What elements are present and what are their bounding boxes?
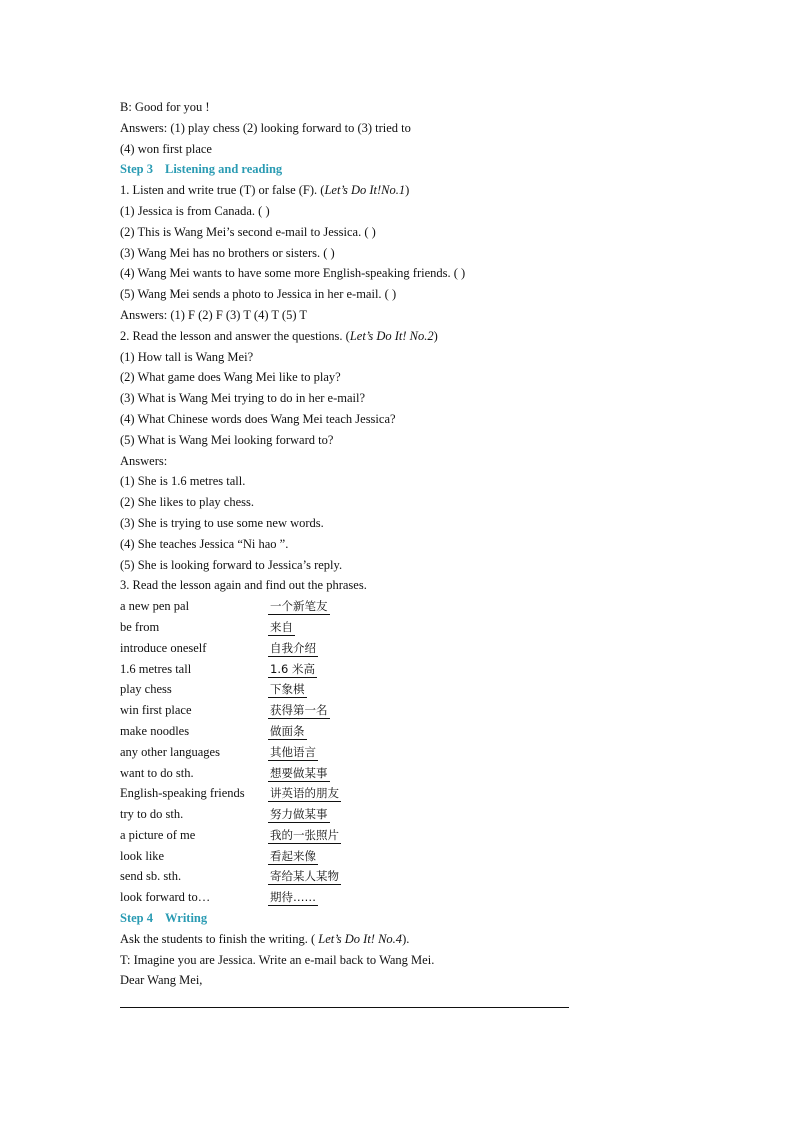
phrase-row: [120, 638, 680, 659]
step3-number: Step 3: [120, 162, 153, 177]
q1-suffix: ): [405, 183, 410, 198]
answers-line: Answers: (1) play chess (2) looking forward to (3) tried to: [120, 120, 411, 135]
phrase-english: introduce oneself: [120, 640, 207, 655]
phrase-row: [120, 846, 680, 867]
step4-title: Writing: [165, 911, 208, 926]
phrase-row: [120, 721, 680, 742]
document-body: [120, 97, 680, 991]
q2-answer: (3) She is trying to use some new words.: [120, 515, 324, 530]
step4-number: Step 4: [120, 911, 153, 926]
step4-heading: [120, 908, 680, 929]
phrase-chinese: 期待……: [270, 890, 316, 905]
phrase-english: play chess: [120, 682, 172, 697]
phrase-chinese: 想要做某事: [270, 765, 328, 780]
writing-prefix: Ask the students to finish the writing. (: [120, 931, 319, 946]
phrase-chinese: 获得第一名: [270, 703, 328, 718]
phrase-chinese: 讲英语的朋友: [270, 786, 339, 801]
phrase-english: a new pen pal: [120, 599, 190, 614]
q1-item: (1) Jessica is from Canada. ( ): [120, 203, 270, 218]
phrase-row: [120, 617, 680, 638]
q1-answers: Answers: (1) F (2) F (3) T (4) T (5) T: [120, 307, 308, 322]
phrase-row: [120, 783, 680, 804]
phrase-english: look forward to…: [120, 890, 211, 905]
phrase-row: [120, 763, 680, 784]
writing-instruction: [120, 929, 680, 950]
phrase-english: look like: [120, 848, 165, 863]
phrase-chinese: 寄给某人某物: [270, 869, 339, 884]
phrase-row: [120, 804, 680, 825]
q2-answer: (2) She likes to play chess.: [120, 495, 255, 510]
phrase-chinese: 努力做某事: [270, 807, 328, 822]
phrase-english: be from: [120, 619, 160, 634]
phrase-chinese: 1.6 米高: [270, 661, 315, 676]
q2-answers-label: Answers:: [120, 453, 168, 468]
phrase-chinese: 一个新笔友: [270, 599, 328, 614]
writing-answer-line: [120, 1007, 569, 1008]
phrase-row: [120, 659, 680, 680]
step3-heading: [120, 159, 680, 180]
phrase-row: [120, 700, 680, 721]
phrase-english: win first place: [120, 703, 192, 718]
writing-ref: Let’s Do It! No.4: [318, 931, 403, 946]
phrase-english: send sb. sth.: [120, 869, 182, 884]
phrase-row: [120, 825, 680, 846]
q2-question: (4) What Chinese words does Wang Mei teach Jessica?: [120, 411, 396, 426]
phrase-chinese: 来自: [270, 619, 293, 634]
phrase-chinese: 自我介绍: [270, 640, 316, 655]
q2-suffix: ): [433, 328, 438, 343]
answers-line-cont: (4) won first place: [120, 141, 212, 156]
phrase-chinese: 其他语言: [270, 744, 316, 759]
q1-item: (3) Wang Mei has no brothers or sisters. ( ): [120, 245, 335, 260]
phrase-chinese: 我的一张照片: [270, 827, 339, 842]
q2-question: (1) How tall is Wang Mei?: [120, 349, 254, 364]
q3-heading: 3. Read the lesson again and find out the phrases.: [120, 578, 367, 593]
step3-title: Listening and reading: [165, 162, 283, 177]
letter-salutation: Dear Wang Mei,: [120, 973, 203, 988]
phrase-row: [120, 679, 680, 700]
phrase-english: want to do sth.: [120, 765, 194, 780]
phrase-english: a picture of me: [120, 827, 196, 842]
phrase-row: [120, 887, 680, 908]
phrase-chinese: 做面条: [270, 723, 305, 738]
q2-answer: (4) She teaches Jessica “Ni hao ”.: [120, 536, 289, 551]
q1-heading: [120, 180, 680, 201]
phrase-row: [120, 742, 680, 763]
phrase-english: any other languages: [120, 744, 220, 759]
phrase-english: 1.6 metres tall: [120, 661, 192, 676]
q2-prefix: 2. Read the lesson and answer the questions. (: [120, 328, 350, 343]
dialogue-line: B: Good for you !: [120, 100, 210, 114]
phrase-english: try to do sth.: [120, 807, 184, 822]
q1-item: (5) Wang Mei sends a photo to Jessica in her e-mail. ( ): [120, 287, 397, 302]
phrase-english: English-speaking friends: [120, 786, 245, 801]
q2-answer: (1) She is 1.6 metres tall.: [120, 474, 246, 489]
q2-heading: [120, 326, 680, 347]
q2-question: (2) What game does Wang Mei like to play?: [120, 370, 341, 385]
q2-question: (3) What is Wang Mei trying to do in her e-mail?: [120, 391, 366, 406]
writing-suffix: ).: [402, 931, 410, 946]
writing-prompt: T: Imagine you are Jessica. Write an e-mail back to Wang Mei.: [120, 952, 435, 967]
q1-ref: Let’s Do It!No.1: [324, 183, 406, 198]
phrase-chinese: 看起来像: [270, 848, 316, 863]
q2-answer: (5) She is looking forward to Jessica’s reply.: [120, 557, 343, 572]
q1-prefix: 1. Listen and write true (T) or false (F). (: [120, 183, 325, 198]
q1-item: (2) This is Wang Mei’s second e-mail to Jessica. ( ): [120, 224, 376, 239]
phrase-row: [120, 596, 680, 617]
phrase-chinese: 下象棋: [270, 682, 305, 697]
phrase-row: [120, 866, 680, 887]
q2-ref: Let’s Do It! No.2: [349, 328, 434, 343]
q2-question: (5) What is Wang Mei looking forward to?: [120, 432, 334, 447]
q1-item: (4) Wang Mei wants to have some more English-speaking friends. ( ): [120, 266, 466, 281]
phrase-english: make noodles: [120, 723, 190, 738]
